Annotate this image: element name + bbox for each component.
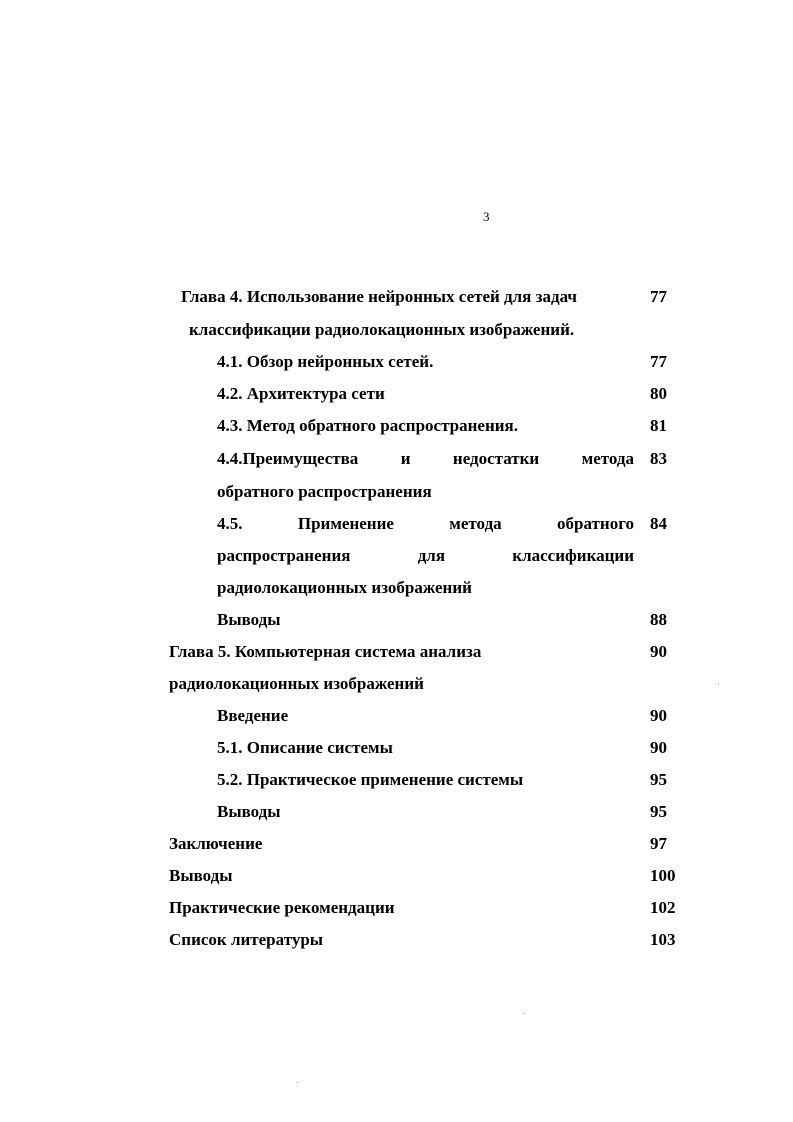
toc-entry-title: радиолокационных изображений <box>169 674 424 693</box>
toc-entry-page: 90 <box>650 642 667 661</box>
toc-entry-page: 88 <box>650 610 667 629</box>
toc-entry-title: 4.4.Преимущества и недостатки метода <box>217 449 634 468</box>
scan-speck <box>297 1082 298 1083</box>
toc-entry-title: 4.1. Обзор нейронных сетей. <box>217 352 434 371</box>
toc-entry-page: 84 <box>650 514 667 533</box>
toc-entry-title: 4.3. Метод обратного распространения. <box>217 416 518 435</box>
toc-entry-title: Выводы <box>217 610 281 629</box>
toc-entry-title: Практические рекомендации <box>169 898 395 917</box>
toc-entry-page: 77 <box>650 352 667 371</box>
toc-entry-title: Выводы <box>217 802 281 821</box>
toc-entry-page: 102 <box>650 898 676 917</box>
toc-entry-page: 81 <box>650 416 667 435</box>
scan-speck <box>718 683 719 684</box>
toc-entry-page: 95 <box>650 802 667 821</box>
toc-entry-page: 90 <box>650 738 667 757</box>
toc-entry-page: 83 <box>650 449 667 468</box>
toc-entry-page: 103 <box>650 930 676 949</box>
toc-entry-title: 5.2. Практическое применение системы <box>217 770 524 789</box>
toc-entry-title: классификации радиолокационных изображений. <box>189 320 575 339</box>
toc-entry-page: 97 <box>650 834 667 853</box>
toc-entry-page: 90 <box>650 706 667 725</box>
toc-entry-title: 4.5. Применение метода обратного <box>217 514 634 533</box>
toc-entry-page: 77 <box>650 287 667 306</box>
toc-entry-title: Глава 5. Компьютерная система анализа <box>169 642 482 661</box>
page-number: 3 <box>483 209 490 224</box>
toc-entry-page: 100 <box>650 866 676 885</box>
toc-entry-page: 95 <box>650 770 667 789</box>
toc-entry-title: 5.1. Описание системы <box>217 738 393 757</box>
scan-speck <box>523 1013 524 1014</box>
toc-entry-title: Введение <box>217 706 289 725</box>
toc-entry-title: Заключение <box>169 834 263 853</box>
toc-entry-title: обратного распространения <box>217 482 432 501</box>
toc-entry-title: 4.2. Архитектура сети <box>217 384 385 403</box>
toc-entry-page: 80 <box>650 384 667 403</box>
toc-entry-title: Список литературы <box>169 930 324 949</box>
toc-entry-title: радиолокационных изображений <box>217 578 472 597</box>
toc-entry-title: распространения для классификации <box>217 546 634 565</box>
toc-entry-title: Глава 4. Использование нейронных сетей для задач <box>181 287 577 306</box>
toc-entry-title: Выводы <box>169 866 233 885</box>
